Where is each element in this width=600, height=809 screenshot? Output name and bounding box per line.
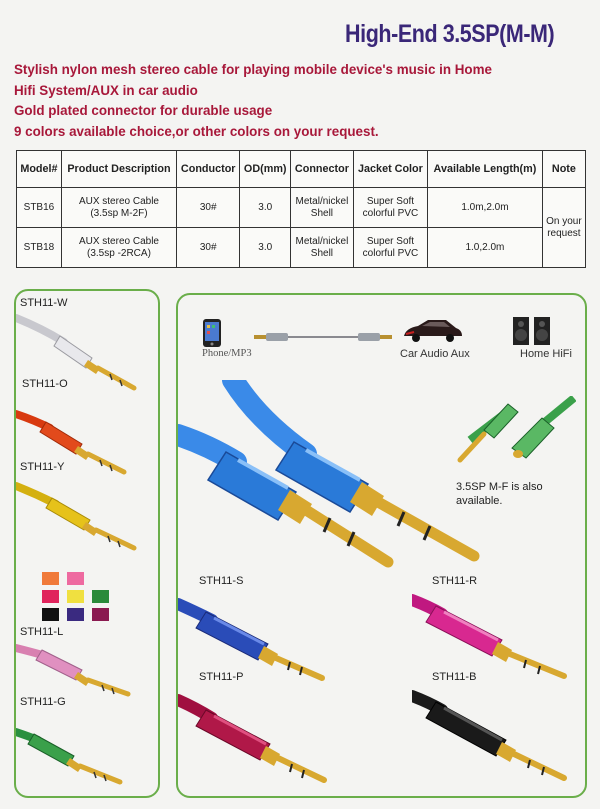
feature-list (14, 60, 594, 142)
jacket-cell (353, 228, 427, 268)
pink-plug-image (16, 640, 136, 700)
color-swatch (92, 590, 109, 603)
col-header: OD(mm) (240, 151, 291, 188)
feature-line: Hifi System/AUX in car audio (14, 82, 198, 98)
mf-note (456, 480, 543, 508)
color-swatch (42, 590, 59, 603)
red-plug-image (178, 690, 328, 785)
description-cell (61, 188, 176, 228)
jacket-cell (353, 188, 427, 228)
col-header: Jacket Color (353, 151, 427, 188)
col-header: Connector (291, 151, 354, 188)
jacket-line: Super Soft (366, 235, 415, 247)
description-cell (61, 228, 176, 268)
length-cell: 1.0m,2.0m (428, 188, 543, 228)
model-label: STH11-S (199, 575, 244, 587)
connector-line: Shell (310, 247, 334, 259)
jacket-line: colorful PVC (362, 207, 419, 219)
color-swatch (67, 590, 84, 603)
model-label: STH11-O (22, 378, 68, 390)
blue-plug-large-image (178, 380, 488, 580)
model-cell: STB18 (17, 228, 62, 268)
spec-table (16, 150, 586, 268)
color-swatch (42, 572, 59, 585)
od-cell: 3.0 (240, 188, 291, 228)
phone-icon (202, 318, 222, 348)
description-line: (3.5sp M-2F) (90, 207, 148, 219)
description-line: AUX stereo Cable (78, 235, 159, 247)
color-swatch (67, 608, 84, 621)
description-line: (3.5sp -2RCA) (87, 247, 151, 259)
magenta-plug-image (412, 592, 572, 680)
color-swatch (92, 608, 109, 621)
color-swatch (42, 608, 59, 621)
model-label: STH11-L (20, 626, 64, 638)
model-label: STH11-R (432, 575, 478, 587)
aux-cable-image (254, 330, 394, 344)
table-header-row (17, 151, 586, 188)
black-plug-image (412, 688, 572, 783)
feature-line: Stylish nylon mesh stereo cable for playing mobile device's music in Home (14, 62, 492, 77)
mf-note-line: available. (456, 495, 503, 507)
note-line: On your (546, 215, 582, 227)
green-plug-image (16, 720, 131, 790)
page-title: High-End 3.5SP(M-M) (344, 20, 554, 48)
conductor-cell: 30# (177, 188, 240, 228)
description-line: AUX stereo Cable (78, 195, 159, 207)
connector-cell (291, 228, 354, 268)
model-label: STH11-W (20, 297, 68, 309)
model-label: STH11-B (432, 671, 477, 683)
feature-line: 9 colors available choice,or other colors on your request. (14, 123, 379, 139)
color-swatch (67, 572, 84, 585)
connector-line: Shell (310, 207, 334, 219)
table-row (17, 228, 586, 268)
home-label: Home HiFi (520, 348, 572, 360)
connector-line: Metal/nickel (295, 195, 349, 207)
col-header: Conductor (177, 151, 240, 188)
col-header: Model# (17, 151, 62, 188)
yellow-plug-image (16, 478, 141, 558)
model-label: STH11-G (20, 696, 66, 708)
length-cell: 1.0,2.0m (428, 228, 543, 268)
model-label: STH11-P (199, 671, 244, 683)
conductor-cell: 30# (177, 228, 240, 268)
col-header: Product Description (61, 151, 176, 188)
navy-plug-image (178, 592, 328, 682)
green-mf-cable-image (446, 396, 576, 471)
note-line: request (547, 227, 581, 239)
od-cell: 3.0 (240, 228, 291, 268)
mf-note-line: 3.5SP M-F is also (456, 481, 543, 493)
table-row (17, 188, 586, 228)
col-header: Note (542, 151, 585, 188)
note-cell (542, 188, 585, 268)
car-icon (402, 318, 464, 344)
connector-line: Metal/nickel (295, 235, 349, 247)
model-label: STH11-Y (20, 461, 65, 473)
model-cell: STB16 (17, 188, 62, 228)
phone-label: Phone/MP3 (202, 348, 252, 359)
jacket-line: Super Soft (366, 195, 415, 207)
car-label: Car Audio Aux (400, 348, 470, 360)
jacket-line: colorful PVC (362, 247, 419, 259)
speaker-icon (512, 316, 552, 346)
feature-line: Gold plated connector for durable usage (14, 103, 273, 118)
col-header: Available Length(m) (428, 151, 543, 188)
connector-cell (291, 188, 354, 228)
